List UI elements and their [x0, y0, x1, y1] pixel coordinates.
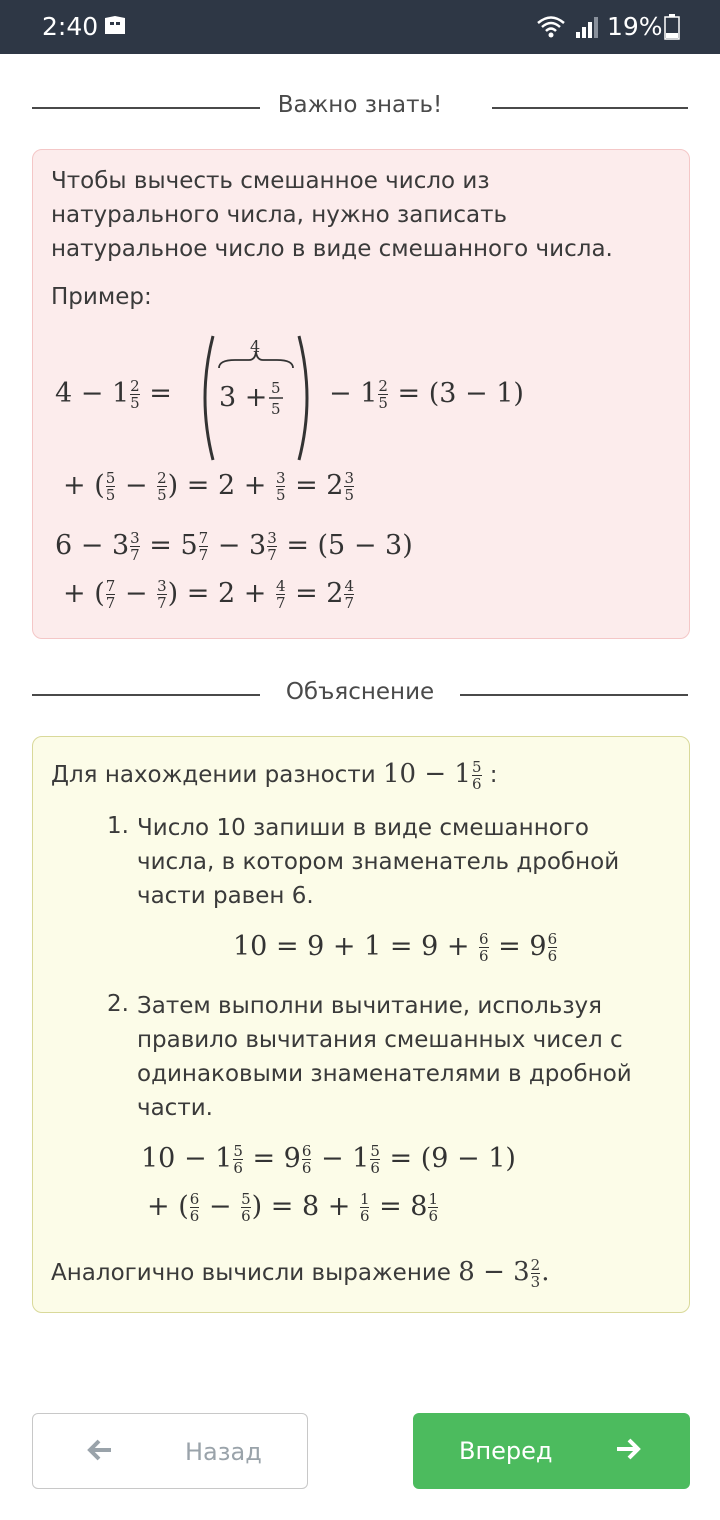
step-1-formula: 10 = 9 + 1 = 9 + $\frac{6}{6}$ = 9 $\frac{6}{6}$ — [233, 930, 558, 965]
svg-text:3 +: 3 + — [219, 382, 268, 413]
battery-percent: 19% — [607, 12, 663, 41]
explanation-intro: Для нахождении разности 10 − 1 $\frac{5}{6}$ : — [51, 757, 498, 793]
signal-icon — [574, 14, 600, 40]
example-1-part-b: − 1 $\frac{2}{5}$ = (3 − 1) — [329, 377, 524, 412]
important-text: Чтобы вычесть смешанное число из натурального числа, нужно записать натуральное число в виде смешанного числа. — [51, 168, 613, 262]
arrow-right-icon — [615, 1435, 643, 1463]
svg-text:5: 5 — [271, 379, 281, 397]
final-text: Аналогично вычисли выражение 8 − 3 $\frac{2}{3}$ . — [51, 1255, 550, 1291]
explanation-box — [32, 736, 690, 1313]
important-divider — [32, 92, 688, 122]
wifi-icon — [536, 14, 566, 40]
important-heading: Важно знать! — [260, 92, 461, 118]
svg-text:5: 5 — [271, 400, 281, 418]
battery-icon — [664, 14, 680, 40]
next-button[interactable] — [413, 1413, 690, 1489]
important-box — [32, 149, 690, 639]
paren-expression — [197, 332, 315, 464]
back-button[interactable] — [32, 1413, 308, 1489]
example-1-line-2: + ( $\frac{5}{5}$ − $\frac{2}{5}$ ) = 2 + $\frac{3}{5}$ = 2 $\frac{3}{5}$ — [63, 469, 354, 504]
step-1-number: 1. — [107, 813, 129, 839]
example-2-line-2: + ( $\frac{7}{7}$ − $\frac{3}{7}$ ) = 2 + $\frac{4}{7}$ = 2 $\frac{4}{7}$ — [63, 577, 354, 612]
example-2-line-1: 6 − 3 $\frac{3}{7}$ = 5 $\frac{7}{7}$ − 3 $\frac{3}{7}$ = (5 − 3) — [55, 529, 413, 564]
next-button-label: Вперед — [459, 1437, 553, 1465]
status-bar — [0, 0, 720, 54]
example-1-part-a: 4 − 1 $\frac{2}{5}$ = — [55, 377, 172, 412]
step-2-number: 2. — [107, 991, 129, 1017]
step-2-formula-line-1: 10 − 1 $\frac{5}{6}$ = 9 $\frac{6}{6}$ − 1 $\frac{5}{6}$ = (9 − 1) — [141, 1142, 516, 1177]
example-label: Пример: — [51, 284, 152, 310]
notification-icon — [102, 14, 128, 38]
status-time: 2:40 — [42, 12, 99, 41]
arrow-left-icon — [85, 1436, 113, 1464]
step-2-formula-line-2: + ( $\frac{6}{6}$ − $\frac{5}{6}$ ) = 8 + $\frac{1}{6}$ = 8 $\frac{1}{6}$ — [147, 1190, 438, 1225]
svg-text:4: 4 — [250, 337, 261, 356]
explanation-heading: Объяснение — [268, 679, 452, 705]
back-button-label: Назад — [185, 1438, 262, 1466]
step-1-text: Число 10 запиши в виде смешанного числа, в котором знаменатель дробной части равен 6. — [137, 815, 620, 909]
step-2-text: Затем выполни вычитание, используя правило вычитания смешанных чисел с одинаковыми знаменателями в дробной части. — [137, 993, 632, 1121]
explanation-divider — [32, 679, 688, 709]
